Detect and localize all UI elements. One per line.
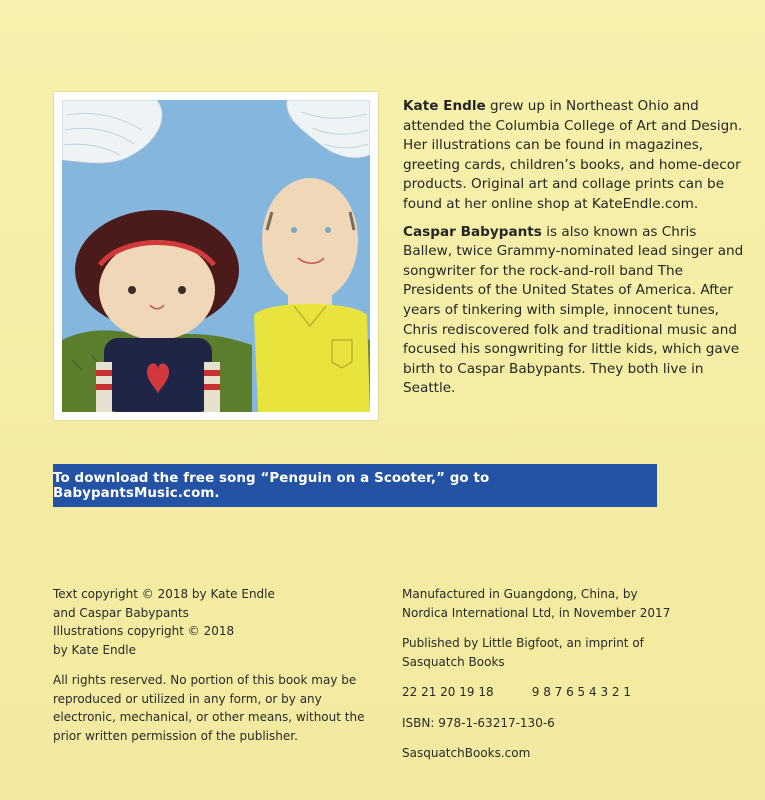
copyright-column <box>53 585 373 757</box>
publication-column <box>402 585 732 775</box>
download-banner <box>53 464 657 507</box>
caspar-babypants-bio <box>403 223 748 399</box>
kate-endle-bio <box>403 97 748 215</box>
copyright-line-4: by Kate Endle <box>53 642 136 657</box>
publisher-website: SasquatchBooks.com <box>402 746 531 760</box>
rights-statement: All rights reserved. No portion of this book may be reproduced or utilized in any form, or by any electronic, mechanical, or other means, without the prior written permission of the publisher. <box>53 673 365 743</box>
kate-endle-name: Kate Endle <box>403 98 486 114</box>
published-line-2: Sasquatch Books <box>402 654 505 669</box>
manufactured-line-2: Nordica International Ltd, in November 2017 <box>402 605 671 620</box>
copyright-line-1: Text copyright © 2018 by Kate Endle <box>53 587 275 601</box>
isbn: ISBN: 978-1-63217-130-6 <box>402 715 555 730</box>
caspar-babypants-name: Caspar Babypants <box>403 223 542 240</box>
kate-endle-text: grew up in Northeast Ohio and attended the Columbia College of Art and Design. Her illustrations can be found in magazines, greeting cards, children’s books, and home-decor products. Original art and collage prints can be found at her online shop at KateEndle.com. <box>403 98 743 212</box>
download-banner-text: To download the free song “Penguin on a Scooter,” go to BabypantsMusic.com. <box>53 470 490 501</box>
published-block <box>402 634 732 671</box>
copyright-line-2: and Caspar Babypants <box>53 605 189 620</box>
illustration-artwork <box>62 100 370 412</box>
manufactured-block <box>402 585 732 622</box>
print-line: 22 21 20 19 18 9 8 7 6 5 4 3 2 1 <box>402 685 631 699</box>
author-bios <box>403 97 748 407</box>
published-line-1: Published by Little Bigfoot, an imprint of <box>402 636 644 650</box>
copyright-block <box>53 585 373 659</box>
girl-figure <box>75 210 239 412</box>
author-illustration <box>54 92 378 420</box>
copyright-line-3: Illustrations copyright © 2018 <box>53 624 235 638</box>
manufactured-line-1: Manufactured in Guangdong, China, by <box>402 587 638 601</box>
caspar-babypants-text: is also known as Chris Ballew, twice Grammy-nominated lead singer and songwriter for the rock-and-roll band The Presidents of the United States of America. After years of tinkering with simple, innocent tunes, Chris rediscovered folk and traditional music and focused his songwriting for little kids, which gave birth to Caspar Babypants. They both live in Seattle. <box>403 223 744 397</box>
